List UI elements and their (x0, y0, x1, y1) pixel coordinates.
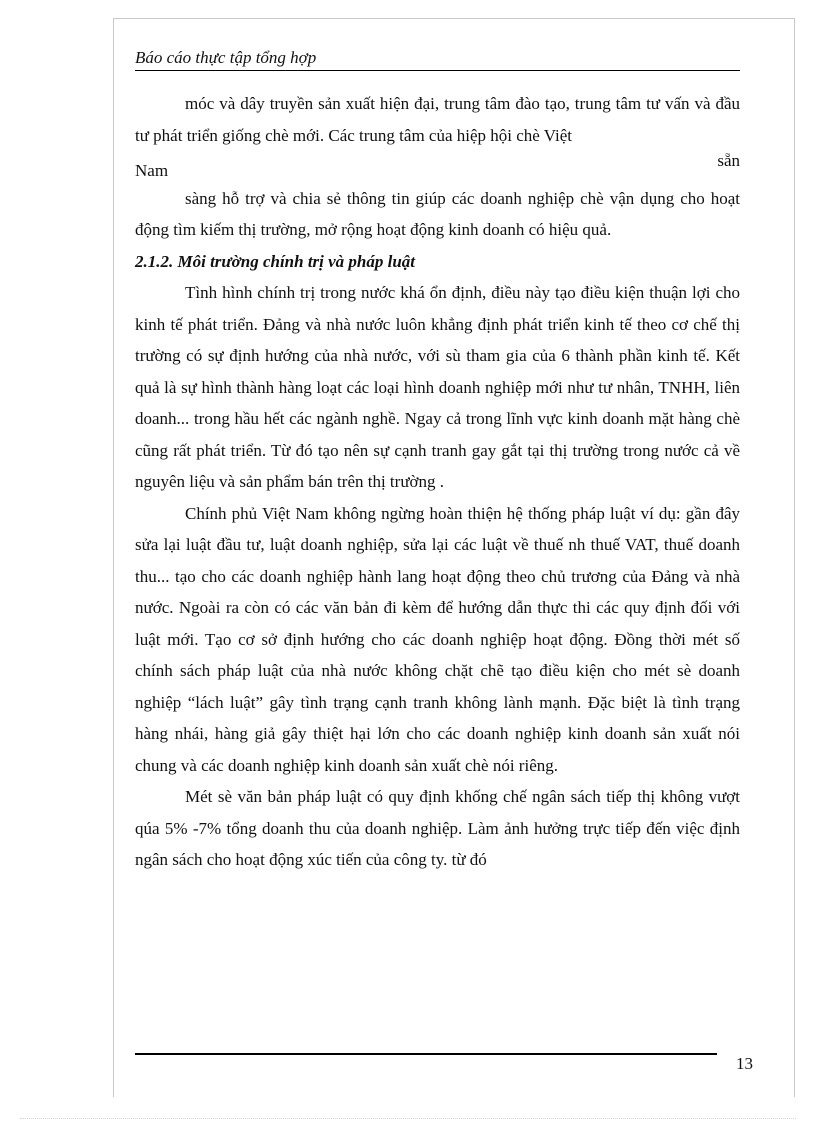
paragraph-1-break-line (135, 151, 740, 183)
paragraph-1-rest: sàng hỗ trợ và chia sẻ thông tin giúp các doanh nghiệp chè vận dụng cho hoạt động tìm kiếm thị trường, mở rộng hoạt động kinh doanh có hiệu quả. (135, 188, 740, 239)
paragraph-4: Mét sè văn bản pháp luật có quy định khống chế ngân sách tiếp thị không vượt qúa 5% -7% tổng doanh thu của doanh nghiệp. Làm ảnh hưởng trực tiếp đến việc định ngân sách cho hoạt động xúc tiến của công ty. từ đó (135, 787, 740, 869)
document-body (135, 88, 740, 876)
paragraph-3: Chính phủ Việt Nam không ngừng hoàn thiện hệ thống pháp luật ví dụ: gần đây sửa lại luật đầu tư, luật doanh nghiệp, sửa lại các luật về thuế nh thuế VAT, thuế doanh thu... tạo cho các doanh nghiệp hành lang hoạt động theo chủ trương của Đảng và nhà nước. Ngoài ra còn có các văn bản đi kèm để hướng dẫn thực thi các quy định đối với luật mới. Tạo cơ sở định hướng cho các doanh nghiệp hoạt động. Đồng thời mét số chính sách pháp luật của nhà nước không chặt chẽ tạo điều kiện cho mét sè doanh nghiệp “lách luật” gây tình trạng cạnh tranh không lành mạnh. Đặc biệt là tình trạng hàng nhái, hàng giả gây thiệt hại lớn cho các doanh nghiệp kinh doanh sản xuất nói chung và các doanh nghiệp kinh doanh sản xuất chè nói riêng. (135, 503, 740, 775)
paragraph-1-line1: móc và dây truyền sản xuất hiện đại, trung tâm đào tạo, trung tâm tư vấn và đầu tư phát triển giống chè mới. Các trung tâm của hiệp hội chè Việt (135, 94, 740, 145)
page-number: 13 (736, 1054, 753, 1073)
document-header (135, 48, 740, 71)
word-nam: Nam (135, 161, 169, 180)
page-bottom-edge (20, 1118, 796, 1119)
header-title: Báo cáo thực tập tổng hợp (135, 48, 317, 67)
section-heading: 2.1.2. Môi trường chính trị và pháp luật (135, 251, 416, 271)
word-san: sẵn (717, 151, 740, 170)
paragraph-2: Tình hình chính trị trong nước khá ổn định, điều này tạo điều kiện thuận lợi cho kinh tế phát triển. Đảng và nhà nước luôn khẳng định phát triển kinh tế theo cơ chế thị trường có sự định hướng của nhà nước, với sù tham gia của 6 thành phần kinh tế. Kết quả là sự hình thành hàng loạt các loại hình doanh nghiệp mới như tư nhân, TNHH, liên doanh... trong hầu hết các ngành nghề. Ngay cả trong lĩnh vực kinh doanh mặt hàng chè cũng rất phát triển. Từ đó tạo nên sự cạnh tranh gay gắt tại thị trường trong nước cả về nguyên liệu và sản phẩm bán trên thị trường . (135, 283, 740, 491)
footer-rule (135, 1053, 717, 1055)
